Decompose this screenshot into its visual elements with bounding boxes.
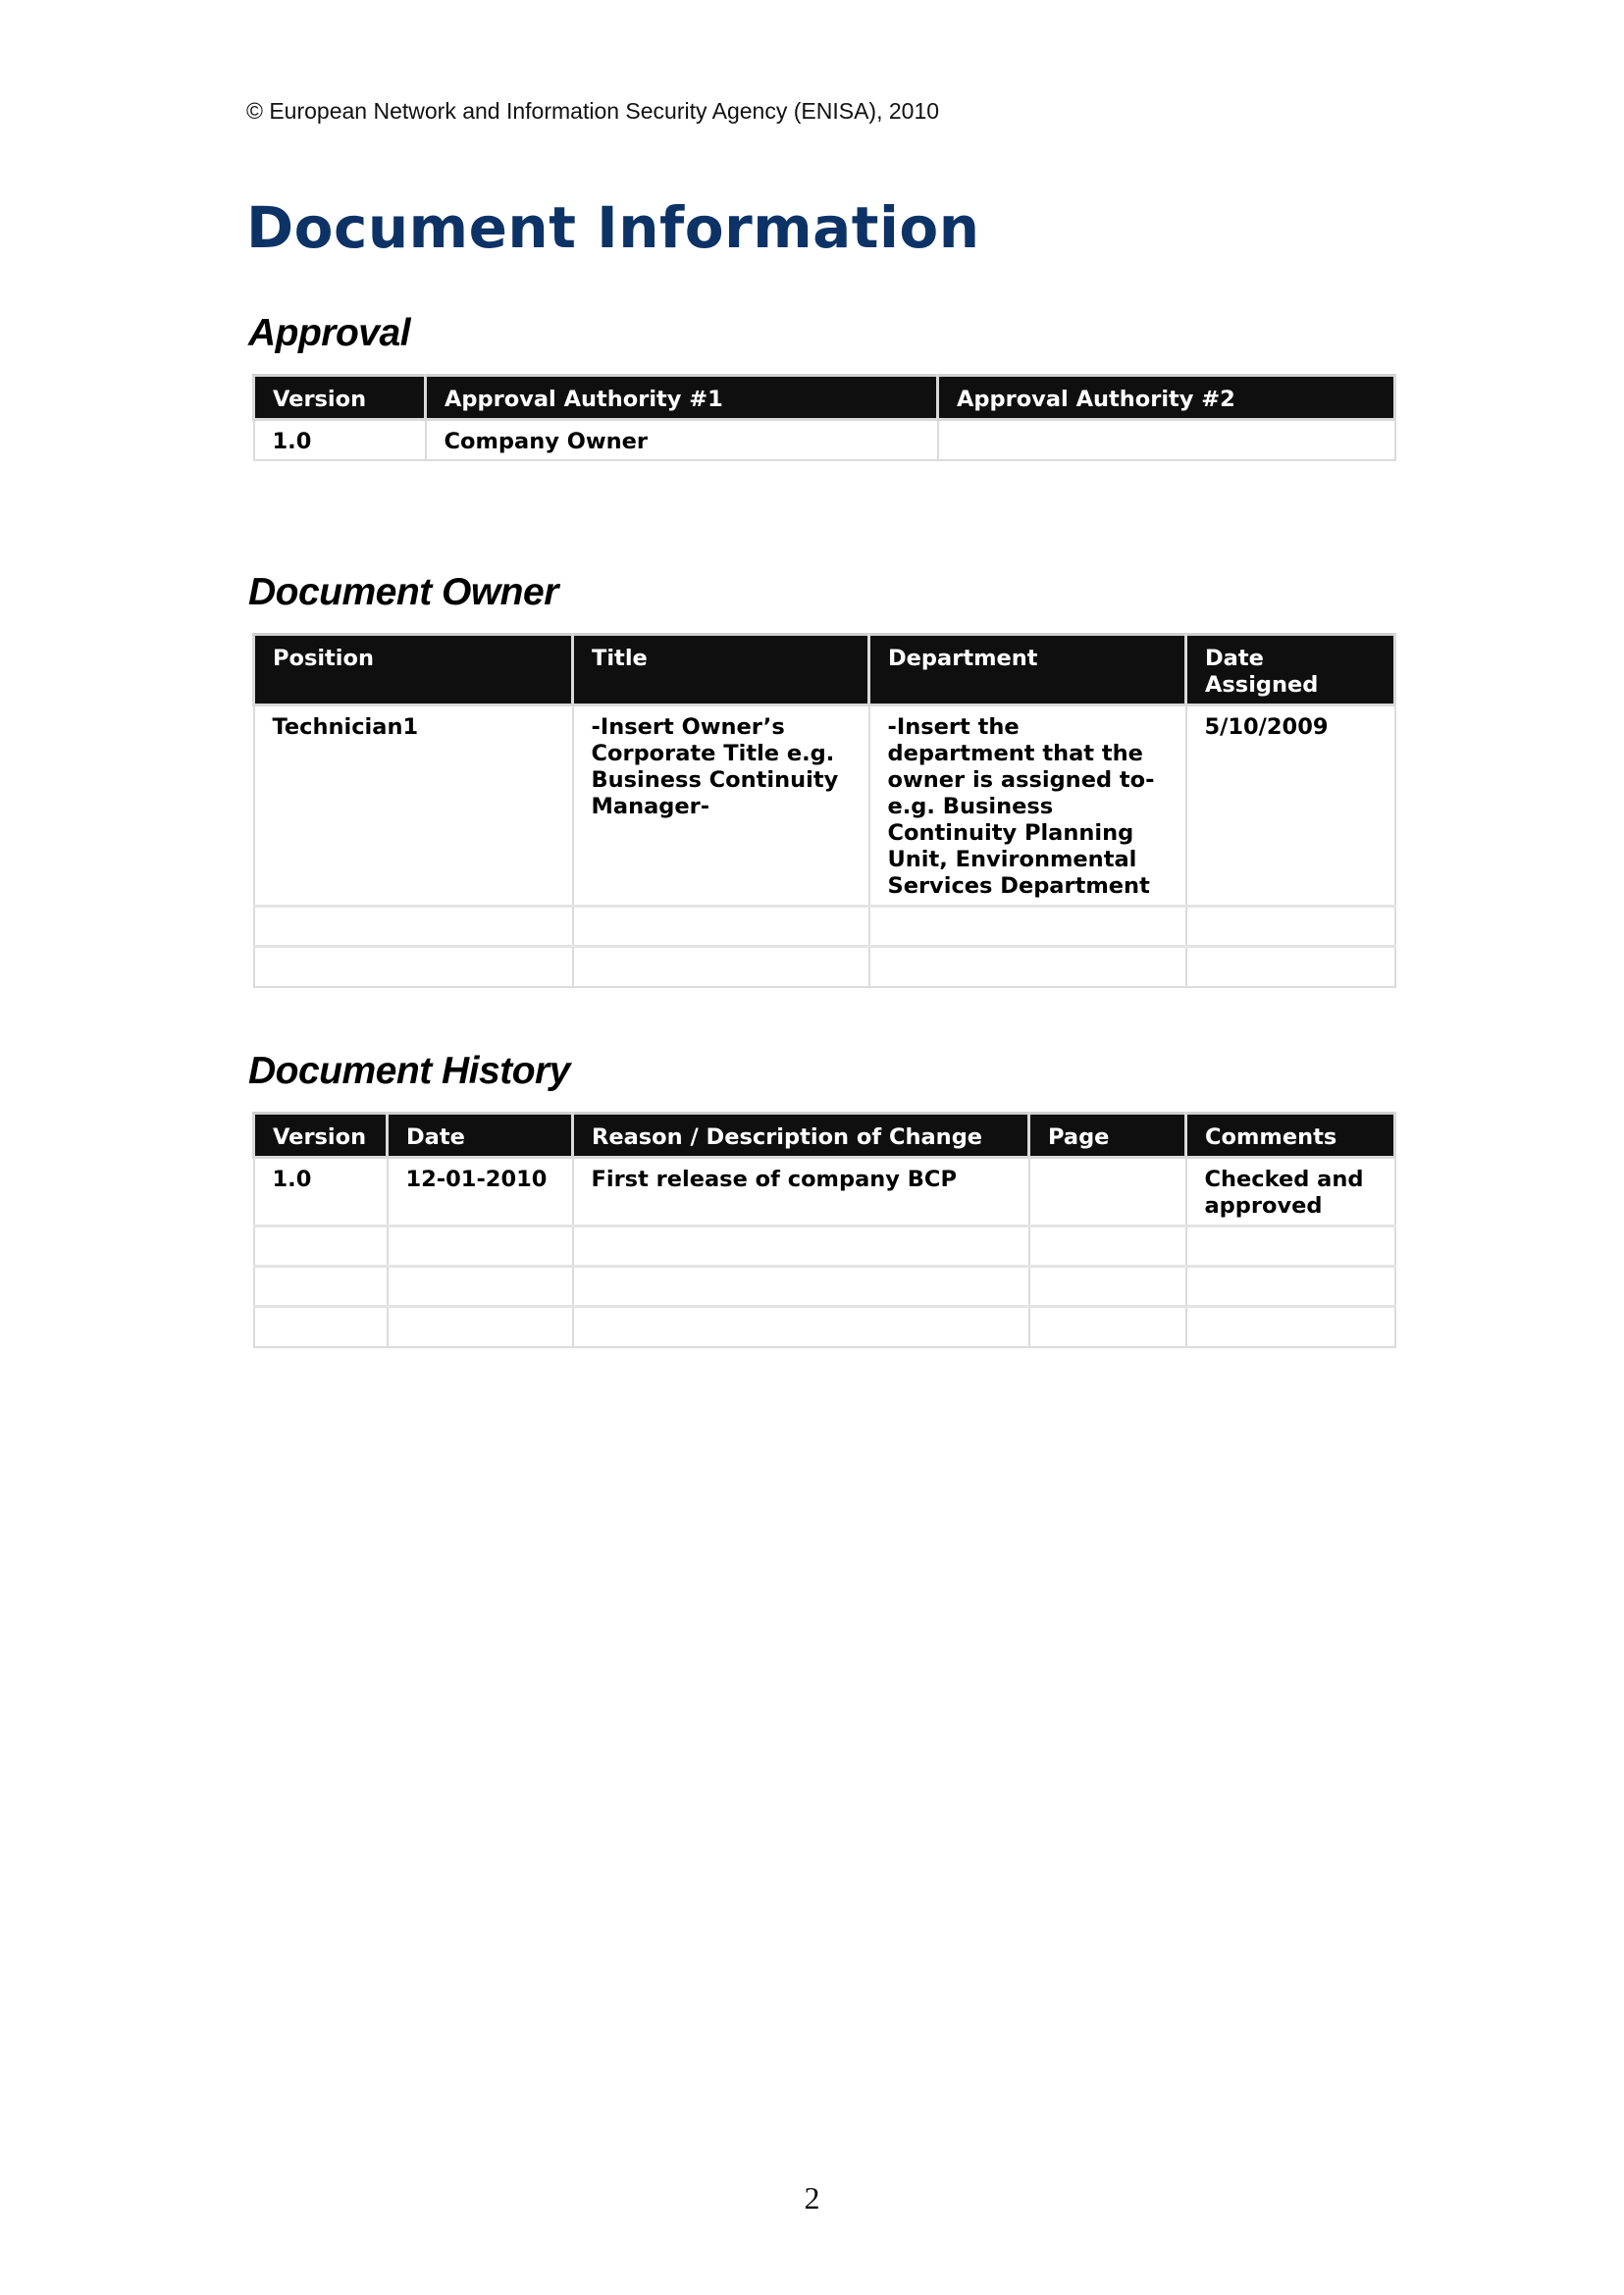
cell-date-assigned (1186, 907, 1395, 947)
cell-reason (573, 1267, 1029, 1307)
cell-approval-authority-1: Company Owner (426, 420, 938, 461)
cell-comments: Checked and approved (1186, 1158, 1395, 1226)
column-header-reason: Reason / Description of Change (573, 1114, 1029, 1158)
table-row (254, 947, 1395, 987)
cell-approval-authority-2 (938, 420, 1395, 461)
column-header-department: Department (869, 635, 1186, 705)
column-header-version: Version (254, 1114, 388, 1158)
cell-date (388, 1307, 573, 1347)
table-header-row (254, 635, 1395, 705)
document-history-heading: Document History (248, 1050, 570, 1092)
column-header-position: Position (254, 635, 573, 705)
table-header-row (254, 376, 1395, 420)
cell-version (254, 1226, 388, 1267)
approval-heading: Approval (248, 312, 411, 354)
page-number: 2 (804, 2180, 820, 2216)
page-title: Document Information (246, 194, 980, 261)
column-header-page: Page (1029, 1114, 1186, 1158)
column-header-approval-authority-1: Approval Authority #1 (426, 376, 938, 420)
cell-title: -Insert Owner’s Corporate Title e.g. Business Continuity Manager- (573, 705, 869, 907)
table-header-row (254, 1114, 1395, 1158)
cell-position (254, 947, 573, 987)
cell-date-assigned (1186, 947, 1395, 987)
document-owner-heading: Document Owner (248, 571, 558, 613)
cell-page (1029, 1267, 1186, 1307)
cell-department: -Insert the department that the owner is assigned to- e.g. Business Continuity Planning Unit, Environmental Services Department (869, 705, 1186, 907)
cell-reason (573, 1226, 1029, 1267)
cell-department (869, 907, 1186, 947)
column-header-date-assigned: Date Assigned (1186, 635, 1395, 705)
cell-title (573, 947, 869, 987)
cell-version: 1.0 (254, 1158, 388, 1226)
cell-position: Technician1 (254, 705, 573, 907)
copyright-notice: © European Network and Information Security Agency (ENISA), 2010 (246, 98, 940, 124)
column-header-date: Date (388, 1114, 573, 1158)
cell-position (254, 907, 573, 947)
cell-title (573, 907, 869, 947)
table-row (254, 1307, 1395, 1347)
table-row (254, 705, 1395, 907)
document-history-table (252, 1112, 1396, 1348)
document-owner-table (252, 633, 1396, 988)
cell-version: 1.0 (254, 420, 426, 461)
cell-comments (1186, 1307, 1395, 1347)
table-row (254, 1267, 1395, 1307)
cell-page (1029, 1226, 1186, 1267)
table-row (254, 1226, 1395, 1267)
cell-comments (1186, 1226, 1395, 1267)
cell-date-assigned: 5/10/2009 (1186, 705, 1395, 907)
column-header-version: Version (254, 376, 426, 420)
cell-page (1029, 1307, 1186, 1347)
cell-reason: First release of company BCP (573, 1158, 1029, 1226)
cell-date (388, 1226, 573, 1267)
cell-comments (1186, 1267, 1395, 1307)
cell-reason (573, 1307, 1029, 1347)
cell-date (388, 1267, 573, 1307)
table-row (254, 907, 1395, 947)
table-row (254, 1158, 1395, 1226)
cell-version (254, 1307, 388, 1347)
column-header-approval-authority-2: Approval Authority #2 (938, 376, 1395, 420)
table-row (254, 420, 1395, 461)
column-header-comments: Comments (1186, 1114, 1395, 1158)
approval-table (252, 374, 1396, 461)
cell-date: 12-01-2010 (388, 1158, 573, 1226)
cell-department (869, 947, 1186, 987)
column-header-title: Title (573, 635, 869, 705)
cell-page (1029, 1158, 1186, 1226)
cell-version (254, 1267, 388, 1307)
